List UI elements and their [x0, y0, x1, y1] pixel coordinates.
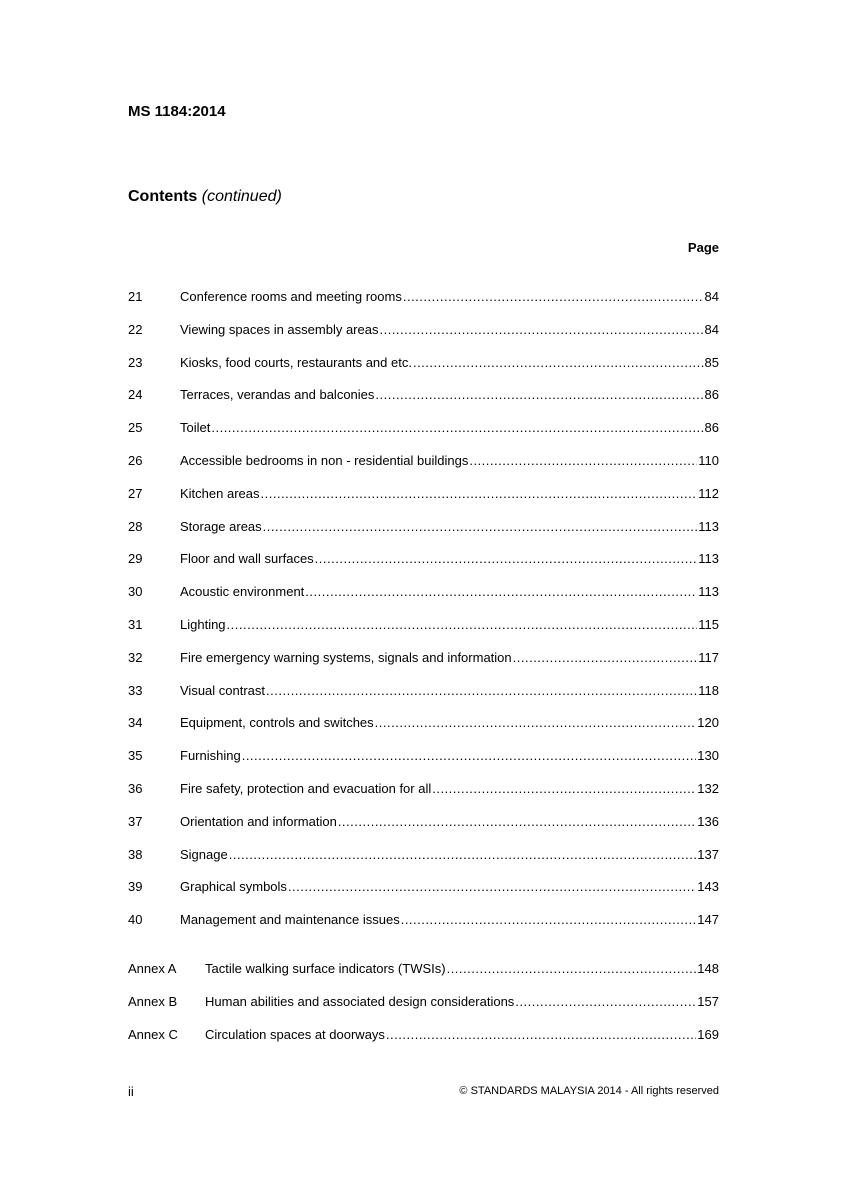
toc-entry-page: 143 — [697, 879, 719, 895]
toc-dot-leader — [432, 781, 696, 797]
toc-entry-number: 33 — [128, 682, 143, 698]
toc-entry-title: Visual contrast — [180, 682, 266, 698]
toc-entry-38[interactable] — [128, 847, 719, 880]
toc-entry-page: 85 — [704, 354, 719, 370]
toc-entry-page: 110 — [698, 452, 719, 468]
toc-entry-number: 35 — [128, 748, 143, 764]
toc-entry-page: 136 — [697, 813, 719, 829]
toc-entry-23[interactable] — [128, 355, 719, 388]
toc-entry-25[interactable] — [128, 420, 719, 453]
toc-entry-number: 29 — [128, 551, 143, 567]
toc-entry-number: 22 — [128, 321, 143, 337]
toc-entry-page: 130 — [697, 748, 719, 764]
footer-copyright: © STANDARDS MALAYSIA 2014 - All rights reserved — [459, 1085, 719, 1097]
toc-entry-39[interactable] — [128, 879, 719, 912]
toc-entry-title: Lighting — [180, 616, 226, 632]
contents-title-suffix: (continued) — [201, 188, 282, 205]
toc-entry-title: Fire safety, protection and evacuation for all — [180, 780, 432, 796]
document-id: MS 1184:2014 — [128, 103, 226, 120]
toc-dot-leader — [211, 420, 703, 436]
toc-annex-b[interactable] — [128, 994, 719, 1027]
toc-dot-leader — [227, 617, 698, 633]
toc-entry-title: Orientation and information — [180, 813, 337, 829]
footer-page-number: ii — [128, 1084, 134, 1099]
contents-title: Contents — [128, 188, 198, 205]
toc-main-list — [128, 289, 719, 945]
toc-entry-24[interactable] — [128, 387, 719, 420]
toc-dot-leader — [263, 519, 698, 535]
toc-dot-leader — [515, 994, 696, 1010]
toc-dot-leader — [403, 289, 704, 305]
toc-entry-number: 23 — [128, 354, 143, 370]
toc-entry-title: Storage areas — [180, 518, 262, 534]
toc-entry-title: Management and maintenance issues — [180, 912, 400, 928]
toc-entry-number: 34 — [128, 715, 143, 731]
toc-entry-title: Equipment, controls and switches — [180, 715, 374, 731]
toc-annex-number: Annex C — [128, 1026, 178, 1042]
toc-entry-number: 28 — [128, 518, 143, 534]
toc-entry-page: 147 — [697, 912, 719, 928]
toc-dot-leader — [469, 453, 697, 469]
toc-annex-page: 157 — [697, 993, 719, 1009]
toc-entry-31[interactable] — [128, 617, 719, 650]
toc-entry-page: 86 — [704, 387, 719, 403]
toc-annex-number: Annex B — [128, 993, 178, 1009]
toc-entry-number: 26 — [128, 452, 143, 468]
toc-entry-title: Graphical symbols — [180, 879, 287, 895]
toc-entry-number: 24 — [128, 387, 143, 403]
toc-entry-number: 32 — [128, 649, 143, 665]
toc-dot-leader — [305, 584, 697, 600]
toc-entry-28[interactable] — [128, 519, 719, 552]
toc-entry-number: 21 — [128, 289, 143, 304]
toc-entry-22[interactable] — [128, 322, 719, 355]
toc-dot-leader — [379, 322, 703, 338]
toc-entry-page: 113 — [698, 551, 719, 567]
toc-entry-35[interactable] — [128, 748, 719, 781]
toc-entry-number: 40 — [128, 912, 143, 928]
toc-entry-title: Toilet — [180, 420, 211, 436]
toc-entry-title: Furnishing — [180, 748, 241, 764]
toc-entry-29[interactable] — [128, 551, 719, 584]
toc-entry-number: 36 — [128, 780, 143, 796]
toc-annex-title: Tactile walking surface indicators (TWSIs) — [205, 961, 446, 976]
toc-entry-title: Kitchen areas — [180, 485, 260, 501]
toc-entry-30[interactable] — [128, 584, 719, 617]
page-column-label: Page — [687, 240, 719, 255]
toc-entry-title: Accessible bedrooms in non - residential buildings — [180, 452, 469, 468]
toc-entry-40[interactable] — [128, 912, 719, 945]
toc-dot-leader — [447, 961, 697, 977]
toc-entry-title: Signage — [180, 846, 228, 862]
toc-entry-number: 39 — [128, 879, 143, 895]
toc-entry-36[interactable] — [128, 781, 719, 814]
toc-entry-page: 118 — [698, 682, 719, 698]
toc-dot-leader — [413, 355, 704, 371]
toc-annex-number: Annex A — [128, 961, 177, 976]
toc-entry-title: Conference rooms and meeting rooms — [180, 289, 402, 304]
toc-entry-page: 112 — [698, 485, 719, 501]
toc-entry-title: Floor and wall surfaces — [180, 551, 314, 567]
toc-entry-title: Kiosks, food courts, restaurants and etc. — [180, 354, 412, 370]
toc-dot-leader — [261, 486, 698, 502]
toc-entry-number: 27 — [128, 485, 143, 501]
toc-dot-leader — [375, 715, 697, 731]
toc-entry-26[interactable] — [128, 453, 719, 486]
toc-entry-37[interactable] — [128, 814, 719, 847]
toc-annex-list — [128, 961, 719, 1059]
toc-annex-title: Circulation spaces at doorways — [205, 1026, 385, 1042]
toc-dot-leader — [513, 650, 698, 666]
toc-entry-page: 132 — [697, 780, 719, 796]
toc-dot-leader — [242, 748, 697, 764]
toc-entry-page: 113 — [698, 518, 719, 534]
toc-entry-21[interactable] — [128, 289, 719, 322]
toc-entry-page: 84 — [704, 289, 719, 304]
toc-entry-page: 117 — [698, 649, 719, 665]
toc-entry-page: 84 — [704, 321, 719, 337]
toc-entry-34[interactable] — [128, 715, 719, 748]
toc-entry-page: 86 — [704, 420, 719, 436]
toc-dot-leader — [288, 879, 696, 895]
toc-entry-27[interactable] — [128, 486, 719, 519]
toc-entry-page: 115 — [698, 616, 719, 632]
toc-dot-leader — [375, 387, 703, 403]
toc-entry-title: Acoustic environment — [180, 584, 305, 600]
toc-dot-leader — [338, 814, 696, 830]
toc-entry-33[interactable] — [128, 683, 719, 716]
toc-entry-page: 137 — [697, 846, 719, 862]
toc-annex-page: 169 — [697, 1026, 719, 1042]
toc-annex-a[interactable] — [128, 961, 719, 994]
toc-entry-title: Fire emergency warning systems, signals and information — [180, 649, 512, 665]
toc-dot-leader — [401, 912, 697, 928]
toc-entry-page: 120 — [697, 715, 719, 731]
toc-dot-leader — [315, 551, 698, 567]
contents-heading — [128, 187, 282, 207]
toc-entry-number: 31 — [128, 616, 143, 632]
toc-annex-page: 148 — [697, 961, 719, 976]
toc-entry-title: Terraces, verandas and balconies — [180, 387, 375, 403]
toc-annex-title: Human abilities and associated design considerations — [205, 993, 515, 1009]
toc-dot-leader — [386, 1027, 696, 1043]
toc-dot-leader — [229, 847, 697, 863]
toc-entry-32[interactable] — [128, 650, 719, 683]
toc-entry-page: 113 — [698, 584, 719, 600]
toc-entry-title: Viewing spaces in assembly areas — [180, 321, 379, 337]
toc-dot-leader — [266, 683, 697, 699]
toc-annex-c[interactable] — [128, 1027, 719, 1060]
toc-entry-number: 37 — [128, 813, 143, 829]
toc-entry-number: 30 — [128, 584, 143, 600]
toc-entry-number: 38 — [128, 846, 143, 862]
toc-entry-number: 25 — [128, 420, 143, 436]
